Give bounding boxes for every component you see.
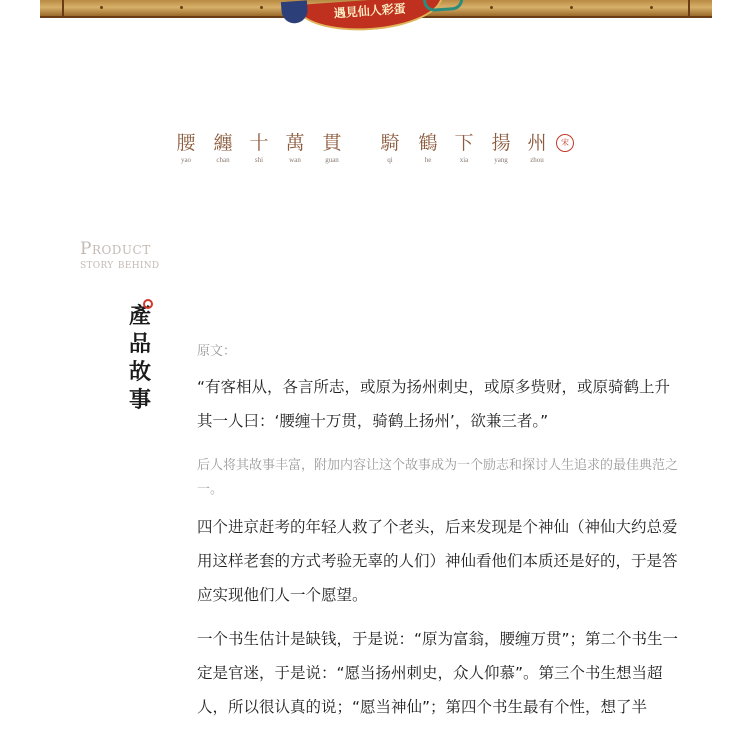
headline-char-pinyin: qi bbox=[387, 156, 393, 164]
headline-char bbox=[410, 132, 446, 165]
vertical-title-char: 品 bbox=[128, 331, 151, 357]
headline-char-pinyin: xia bbox=[459, 156, 469, 164]
banner-badge-text: 遇見仙人彩蛋 bbox=[333, 1, 407, 21]
headline-char-zh: 萬 bbox=[285, 132, 305, 154]
product-story-label bbox=[80, 240, 159, 272]
headline-char bbox=[483, 132, 519, 165]
story-paragraph-1: 四个进京赶考的年轻人救了个老头，后来发现是个神仙（神仙大约总爱用这样老套的方式考验无辜的人们）神仙看他们本质还是好的，于是答应实现他们人一个愿望。 bbox=[197, 518, 678, 604]
vertical-title bbox=[124, 302, 156, 414]
vertical-title-char: 事 bbox=[128, 387, 151, 413]
headline-char-zh: 纏 bbox=[213, 132, 233, 154]
banner-corner-right bbox=[688, 0, 712, 16]
story-content bbox=[197, 342, 685, 734]
headline-char-pinyin: guan bbox=[325, 156, 339, 164]
original-quote: “有客相从，各言所志，或原为扬州刺史，或原多赀财，或原骑鹤上升其一人曰：‘腰缠十万贯，骑鹤上扬州’，欲兼三者。” bbox=[197, 378, 671, 430]
red-circle-icon bbox=[143, 299, 153, 309]
vertical-title-char: 故 bbox=[128, 359, 151, 385]
cloud-ornament-icon bbox=[281, 0, 308, 24]
headline-char bbox=[314, 132, 350, 165]
headline-char-pinyin: chan bbox=[216, 156, 230, 164]
product-story-line2: story behind bbox=[80, 257, 160, 272]
headline-char-zh: 鶴 bbox=[418, 132, 438, 154]
banner-stud bbox=[570, 6, 573, 9]
headline-char bbox=[205, 132, 241, 165]
banner-corner-left bbox=[40, 0, 64, 16]
headline-char bbox=[241, 132, 277, 165]
headline-char bbox=[168, 132, 204, 165]
headline-char-zh: 揚 bbox=[491, 132, 511, 154]
headline-char-pinyin: he bbox=[424, 156, 432, 164]
headline-char-zh: 州 bbox=[527, 132, 547, 154]
headline-char-pinyin: zhou bbox=[530, 156, 544, 164]
headline-char-pinyin: yang bbox=[494, 156, 508, 164]
original-text-label: 原文： bbox=[197, 344, 237, 359]
headline-char-zh: 下 bbox=[454, 132, 474, 154]
headline-char-zh: 十 bbox=[249, 132, 269, 154]
banner-stud bbox=[100, 6, 103, 9]
banner-stud bbox=[650, 6, 653, 9]
headline-char-zh: 騎 bbox=[380, 132, 400, 154]
headline bbox=[0, 132, 750, 166]
seal-stamp-icon: 宋 bbox=[556, 134, 574, 152]
product-story-line1: Product bbox=[80, 239, 151, 259]
vertical-title-char: 產 bbox=[128, 303, 151, 329]
story-paragraph-2: 一个书生估计是缺钱，于是说：“原为富翁，腰缠万贯”；第二个书生一定是官迷，于是说：“愿当扬州刺史，众人仰慕”。第三个书生想当超人，所以很认真的说；“愿当神仙”；第四个书生最有个性，想了半 bbox=[197, 630, 679, 716]
headline-char-pinyin: yao bbox=[180, 156, 192, 164]
banner-stud bbox=[260, 6, 263, 9]
headline-char bbox=[372, 132, 408, 165]
headline-char bbox=[446, 132, 482, 165]
headline-char-zh: 貫 bbox=[322, 132, 342, 154]
headline-char-pinyin: shi bbox=[254, 156, 264, 164]
banner-stud bbox=[180, 6, 183, 9]
headline-char-pinyin: wan bbox=[289, 156, 301, 164]
headline-char bbox=[519, 132, 555, 165]
banner-stud bbox=[490, 6, 493, 9]
headline-char bbox=[277, 132, 313, 165]
story-note: 后人将其故事丰富，附加内容让这个故事成为一个励志和探讨人生追求的最佳典范之一。 bbox=[197, 458, 679, 497]
banner-badge bbox=[295, 0, 445, 35]
headline-char-zh: 腰 bbox=[176, 132, 196, 154]
